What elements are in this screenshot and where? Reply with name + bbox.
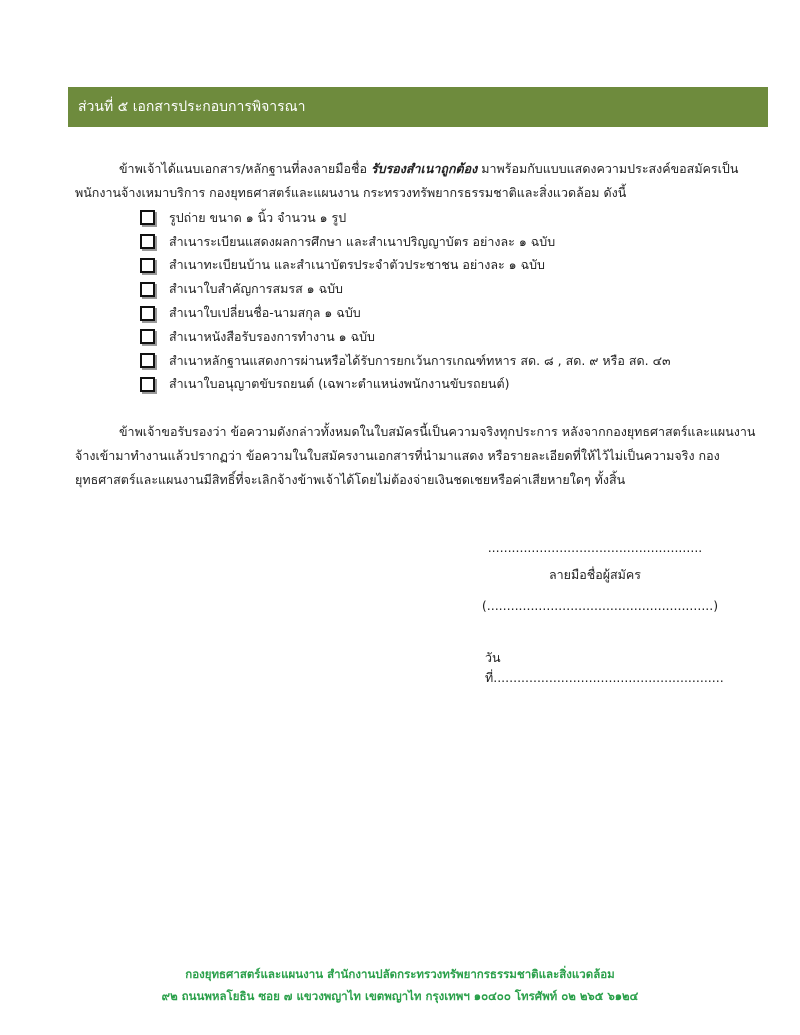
intro-text: ข้าพเจ้าได้แนบเอกสาร/หลักฐานที่ลงลายมือชื่อ — [119, 161, 371, 176]
date-line[interactable]: วันที่.......................................................... — [485, 650, 724, 685]
checklist-label: สำเนาหลักฐานแสดงการผ่านหรือได้รับการยกเว้นการเกณฑ์ทหาร สด. ๘ , สด. ๙ หรือ สด. ๔๓ — [169, 352, 671, 368]
checklist-item[interactable] — [140, 230, 671, 254]
checklist-label: รูปถ่าย ขนาด ๑ นิ้ว จำนวน ๑ รูป — [169, 209, 347, 225]
checkbox[interactable] — [140, 353, 155, 368]
checkbox[interactable] — [140, 329, 155, 344]
signature-label: ลายมือชื่อผู้สมัคร — [548, 567, 641, 582]
checkbox[interactable] — [140, 306, 155, 321]
checkbox[interactable] — [140, 258, 155, 273]
checklist-item[interactable] — [140, 301, 671, 325]
footer-address: ๙๒ ถนนพหลโยธิน ซอย ๗ แขวงพญาไท เขตพญาไท กรุงเทพฯ ๑๐๔๐๐ โทรศัพท์ ๐๒ ๒๖๕ ๖๑๒๔ — [161, 989, 639, 1003]
checklist-item[interactable] — [140, 373, 671, 397]
checklist-label: สำเนาใบสำคัญการสมรส ๑ ฉบับ — [169, 281, 343, 297]
declaration-text: ข้าพเจ้าขอรับรองว่า ข้อความดังกล่าวทั้งหมดในใบสมัครนี้เป็นความจริงทุกประการ หลังจากกองยุทธศาสตร์และแผนงานจ้างเข้ามาทำงานแล้วปรากฏว่า ข้อความในใบสมัครงานเอกสารที่นำมาแสดง หรือรายละเอียดที่ให้ไว้ไม่เป็นความจริง กองยุทธศาสตร์และแผนงานมีสิทธิ์ที่จะเลิกจ้างข้าพเจ้าได้โดยไม่ต้องจ่ายเงินชดเชยหรือค่าเสียหายใดๆ ทั้งสิ้น — [75, 424, 756, 487]
checkbox[interactable] — [140, 282, 155, 297]
checklist-label: สำเนาหนังสือรับรองการทำงาน ๑ ฉบับ — [169, 328, 375, 344]
checklist-label: สำเนาระเบียนแสดงผลการศึกษา และสำเนาปริญญาบัตร อย่างละ ๑ ฉบับ — [169, 233, 556, 249]
checklist-item[interactable] — [140, 349, 671, 373]
signature-line[interactable]: ...................................................... — [487, 540, 703, 555]
declaration-paragraph — [75, 420, 765, 492]
applicant-name-line[interactable]: (.........................................................) — [481, 598, 719, 613]
checklist-item[interactable] — [140, 325, 671, 349]
checklist-label: สำเนาทะเบียนบ้าน และสำเนาบัตรประจำตัวประชาชน อย่างละ ๑ ฉบับ — [169, 257, 545, 273]
checklist-item[interactable] — [140, 277, 671, 301]
checkbox[interactable] — [140, 210, 155, 225]
checklist-item[interactable] — [140, 206, 671, 230]
checklist-label: สำเนาใบอนุญาตขับรถยนต์ (เฉพาะตำแหน่งพนักงานขับรถยนต์) — [169, 376, 510, 392]
intro-text-after: มาพร้อมกับแบบแสดงความประสงค์ขอสมัครเป็นพนักงานจ้างเหมาบริการ กองยุทธศาสตร์และแผนงาน กระทรวงทรัพยากรธรรมชาติและสิ่งแวดล้อม ดังนี้ — [75, 161, 739, 200]
intro-paragraph — [75, 157, 765, 205]
section-header: ส่วนที่ ๕ เอกสารประกอบการพิจารณา — [68, 87, 768, 127]
footer-organization: กองยุทธศาสตร์และแผนงาน สำนักงานปลัดกระทรวงทรัพยากรธรรมชาติและสิ่งแวดล้อม — [185, 967, 615, 981]
checkbox[interactable] — [140, 234, 155, 249]
checkbox[interactable] — [140, 377, 155, 392]
checklist-item[interactable] — [140, 254, 671, 278]
intro-emphasis: รับรองสำเนาถูกต้อง — [370, 161, 478, 176]
document-checklist — [140, 206, 671, 396]
checklist-label: สำเนาใบเปลี่ยนชื่อ-นามสกุล ๑ ฉบับ — [169, 305, 361, 321]
